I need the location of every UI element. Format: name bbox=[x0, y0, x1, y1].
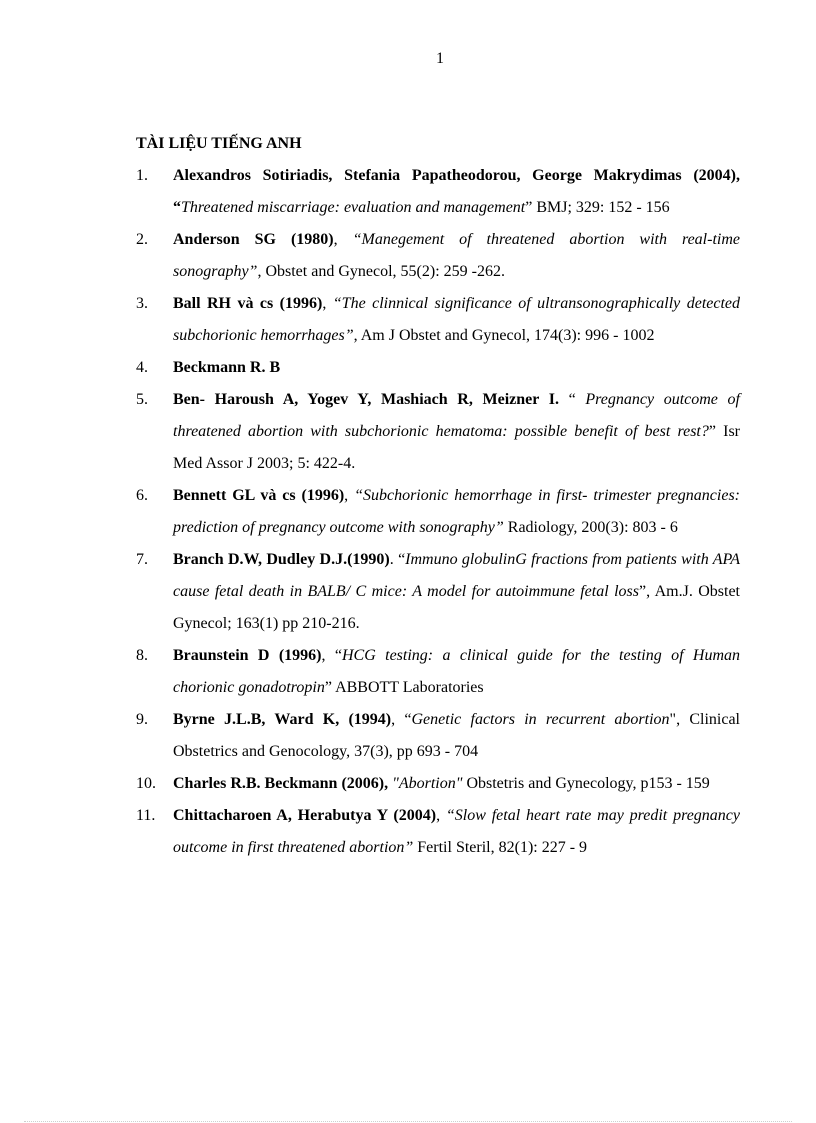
reference-item bbox=[136, 224, 740, 288]
reference-number: 1. bbox=[136, 167, 148, 184]
reference-text bbox=[173, 288, 740, 352]
reference-title: HCG testing: a clinical guide for the testing of Human chorionic gonadotropin bbox=[173, 647, 740, 696]
reference-number: 7. bbox=[136, 551, 148, 568]
reference-title: Pregnancy outcome of threatened abortion with subchorionic hematoma: possible benefit of best rest? bbox=[173, 391, 740, 440]
reference-authors: Braunstein D (1996) bbox=[173, 647, 322, 664]
page-number: 1 bbox=[436, 50, 444, 67]
reference-item bbox=[136, 288, 740, 352]
reference-number: 8. bbox=[136, 647, 148, 664]
reference-separator: . “ bbox=[389, 551, 406, 568]
reference-separator: “ bbox=[558, 391, 586, 408]
reference-title: “Manegement of threatened abortion with real-time sonography” bbox=[173, 231, 741, 280]
reference-list bbox=[136, 160, 740, 864]
reference-item bbox=[136, 704, 740, 768]
reference-title: Genetic factors in recurrent abortion bbox=[411, 711, 670, 728]
reference-source: ", Clinical Obstetrics and Genocology, 37(3), pp 693 - 704 bbox=[173, 711, 740, 760]
reference-authors: Ball RH và cs (1996) bbox=[173, 295, 323, 312]
reference-authors: Byrne J.L.B, Ward K, (1994) bbox=[173, 711, 392, 728]
reference-authors: Alexandros Sotiriadis, Stefania Papatheodorou, George Makrydimas (2004), “ bbox=[173, 167, 740, 216]
reference-text bbox=[173, 384, 740, 480]
reference-text bbox=[173, 768, 740, 800]
reference-separator: , “ bbox=[391, 711, 412, 728]
reference-source: , Obstet and Gynecol, 55(2): 259 -262. bbox=[257, 263, 505, 280]
reference-separator: , “ bbox=[321, 647, 342, 664]
reference-number: 10. bbox=[136, 775, 156, 792]
reference-authors: Anderson SG (1980) bbox=[173, 231, 334, 248]
reference-separator: , bbox=[344, 487, 355, 504]
reference-authors: Branch D.W, Dudley D.J.(1990) bbox=[173, 551, 390, 568]
reference-number: 2. bbox=[136, 231, 148, 248]
reference-authors: Beckmann R. B bbox=[173, 359, 281, 376]
reference-title: "Abortion" bbox=[392, 775, 463, 792]
reference-text bbox=[173, 480, 740, 544]
page-bottom-divider bbox=[24, 1121, 792, 1122]
reference-source: Fertil Steril, 82(1): 227 - 9 bbox=[413, 839, 588, 856]
reference-item bbox=[136, 800, 740, 864]
reference-number: 9. bbox=[136, 711, 148, 728]
reference-number: 6. bbox=[136, 487, 148, 504]
reference-title: “The clinnical significance of ultransonographically detected subchorionic hemorrhages” bbox=[173, 295, 741, 344]
reference-item bbox=[136, 640, 740, 704]
reference-title: Immuno globulinG fractions from patients with APA cause fetal death in BALB/ C mice: A model for autoimmune fetal loss bbox=[173, 551, 740, 600]
reference-text bbox=[173, 160, 740, 224]
reference-item bbox=[136, 480, 740, 544]
reference-text bbox=[173, 224, 740, 288]
reference-authors: Chittacharoen A, Herabutya Y (2004) bbox=[173, 807, 437, 824]
reference-source: , Am J Obstet and Gynecol, 174(3): 996 - 1002 bbox=[353, 327, 655, 344]
reference-item bbox=[136, 384, 740, 480]
reference-title: “Subchorionic hemorrhage in first- trimester pregnancies: prediction of pregnancy outcome with sonography” bbox=[173, 487, 741, 536]
reference-item bbox=[136, 160, 740, 224]
reference-number: 3. bbox=[136, 295, 148, 312]
reference-item bbox=[136, 544, 740, 640]
reference-authors: Bennett GL và cs (1996) bbox=[173, 487, 345, 504]
reference-separator: , bbox=[322, 295, 333, 312]
reference-source: ” BMJ; 329: 152 - 156 bbox=[525, 199, 670, 216]
reference-text bbox=[173, 352, 740, 384]
reference-title: “Slow fetal heart rate may predit pregnancy outcome in first threatened abortion” bbox=[173, 807, 740, 856]
reference-title: Threatened miscarriage: evaluation and management bbox=[181, 199, 526, 216]
reference-item bbox=[136, 352, 740, 384]
reference-authors: Charles R.B. Beckmann (2006), bbox=[173, 775, 389, 792]
reference-number: 4. bbox=[136, 359, 148, 376]
reference-authors: Ben- Haroush A, Yogev Y, Mashiach R, Meizner I. bbox=[173, 391, 559, 408]
reference-source: ”, Am.J. Obstet Gynecol; 163(1) pp 210-216. bbox=[173, 583, 740, 632]
reference-text bbox=[173, 704, 740, 768]
reference-text bbox=[173, 800, 740, 864]
reference-item bbox=[136, 768, 740, 800]
reference-source: ” Isr Med Assor J 2003; 5: 422-4. bbox=[173, 423, 740, 472]
reference-source: Radiology, 200(3): 803 - 6 bbox=[503, 519, 678, 536]
reference-text bbox=[173, 544, 740, 640]
reference-separator: , bbox=[436, 807, 446, 824]
reference-number: 5. bbox=[136, 391, 148, 408]
reference-text bbox=[173, 640, 740, 704]
reference-source: Obstetris and Gynecology, p153 - 159 bbox=[462, 775, 710, 792]
section-heading: TÀI LIỆU TIẾNG ANH bbox=[136, 135, 302, 152]
reference-source: ” ABBOTT Laboratories bbox=[324, 679, 484, 696]
reference-separator: , bbox=[333, 231, 353, 248]
reference-number: 11. bbox=[136, 807, 156, 824]
